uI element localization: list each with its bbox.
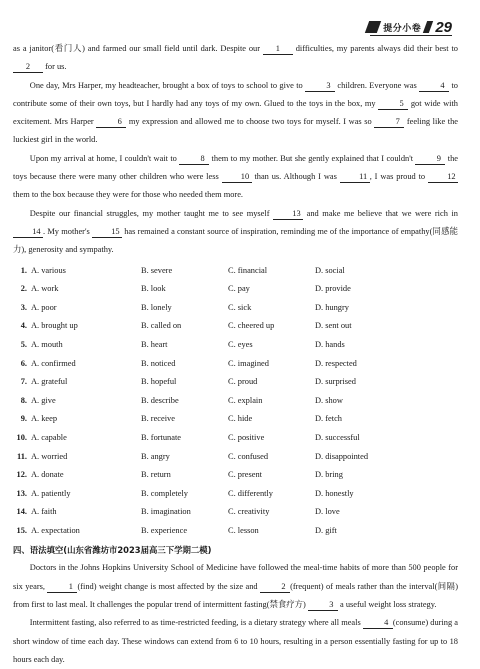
option-a[interactable]: A. capable (31, 432, 67, 442)
answer-blank[interactable]: 5 (378, 99, 408, 110)
option-row (13, 503, 458, 522)
option-row (13, 336, 458, 355)
answer-blank[interactable]: 8 (179, 154, 209, 165)
option-row (13, 448, 458, 467)
header-bar-icon (365, 21, 381, 33)
answer-blank[interactable]: 14 (13, 227, 43, 238)
option-d[interactable]: D. gift (315, 525, 337, 535)
option-b[interactable]: B. completely (141, 488, 188, 498)
option-b[interactable]: B. receive (141, 414, 175, 424)
option-c[interactable]: C. lesson (228, 525, 259, 535)
question-number: 11. (16, 451, 27, 461)
option-d[interactable]: D. social (315, 265, 345, 275)
question-number: 3. (20, 302, 27, 312)
option-c[interactable]: C. proud (228, 377, 258, 387)
option-d[interactable]: D. sent out (315, 321, 352, 331)
option-a[interactable]: A. keep (31, 414, 58, 424)
option-a[interactable]: A. poor (31, 302, 57, 312)
option-c[interactable]: C. financial (228, 265, 268, 275)
question-number: 5. (20, 339, 27, 349)
passage-paragraph (13, 40, 458, 77)
option-row (13, 429, 458, 448)
option-b[interactable]: B. noticed (141, 358, 176, 368)
option-d[interactable]: D. disappointed (315, 451, 369, 461)
question-number: 6. (20, 358, 27, 368)
option-d[interactable]: D. love (315, 507, 340, 517)
answer-blank[interactable]: 9 (415, 154, 445, 165)
option-a[interactable]: A. brought up (31, 321, 78, 331)
passage-paragraph (13, 150, 458, 205)
text-segment: them to the box because they were for those who needed them more. (13, 190, 244, 200)
text-segment: (find) weight change is most affected by the size and (77, 581, 261, 591)
option-a[interactable]: A. work (31, 284, 59, 294)
text-segment: . My mother's (43, 226, 92, 236)
option-a[interactable]: A. confirmed (31, 358, 76, 368)
text-segment: as a janitor(看门人) and farmed our small field until dark. Despite our (13, 44, 263, 53)
option-a[interactable]: A. various (31, 265, 66, 275)
option-b[interactable]: B. describe (141, 395, 179, 405)
section-title: 四、语法填空(山东省潍坊市2023届高三下学期二模) (13, 545, 212, 556)
answer-blank[interactable]: 12 (428, 172, 458, 183)
question-number: 8. (20, 395, 27, 405)
option-a[interactable]: A. mouth (31, 339, 63, 349)
option-b[interactable]: B. return (141, 470, 171, 480)
question-number: 14. (16, 507, 27, 517)
option-b[interactable]: B. hopeful (141, 377, 177, 387)
option-b[interactable]: B. heart (141, 339, 168, 349)
answer-blank[interactable]: 15 (92, 227, 122, 238)
option-a[interactable]: A. give (31, 395, 56, 405)
text-segment: One day, Mrs Harper, my headteacher, brought a box of toys to school to give to (29, 80, 306, 90)
option-row (13, 522, 458, 541)
page-content (13, 40, 458, 669)
question-number: 7. (20, 377, 27, 387)
option-b[interactable]: B. angry (141, 451, 170, 461)
text-segment: difficulties, my parents always did their best to (292, 44, 458, 53)
option-d[interactable]: D. hungry (315, 302, 349, 312)
option-c[interactable]: C. positive (228, 432, 265, 442)
option-row (13, 262, 458, 281)
question-number: 12. (16, 470, 27, 480)
text-segment: Upon my arrival at home, I couldn't wait to (29, 153, 180, 163)
option-c[interactable]: C. eyes (228, 339, 253, 349)
page-number: 29 (435, 18, 452, 36)
question-number: 4. (20, 321, 27, 331)
option-c[interactable]: C. creativity (228, 507, 270, 517)
option-c[interactable]: C. sick (228, 302, 252, 312)
option-a[interactable]: A. grateful (31, 377, 68, 387)
option-b[interactable]: B. experience (141, 525, 188, 535)
answer-blank[interactable]: 1 (47, 582, 77, 593)
answer-blank[interactable]: 7 (374, 117, 404, 128)
answer-blank[interactable]: 13 (273, 209, 303, 220)
question-number: 13. (16, 488, 27, 498)
option-a[interactable]: A. worried (31, 451, 68, 461)
option-row (13, 317, 458, 336)
question-number: 15. (16, 525, 27, 535)
option-c[interactable]: C. differently (228, 488, 273, 498)
text-segment: (frequent) of meals rather than the interval(间隔) from first to last meal. It challenges the popular trend of intermittent fasting(禁食疗方) (13, 581, 459, 610)
text-segment: for us. (43, 62, 67, 72)
text-segment: than us. Although I was (251, 172, 340, 182)
header-bar-icon (423, 21, 433, 33)
passage-paragraph (13, 77, 458, 150)
option-d[interactable]: D. respected (315, 358, 357, 368)
question-number: 9. (20, 414, 27, 424)
option-d[interactable]: D. fetch (315, 414, 342, 424)
text-segment: has remained a constant source of inspiration, reminding me of the importance of empathy(同感能力), generosity and sympathy. (13, 226, 458, 255)
answer-blank[interactable]: 10 (222, 172, 252, 183)
option-c[interactable]: C. pay (228, 284, 250, 294)
text-segment: got wide with excitement. Mrs Harper (13, 98, 458, 127)
option-row (13, 392, 458, 411)
text-segment: them to my mother. But she gently explained that I couldn't (209, 153, 416, 163)
option-row (13, 466, 458, 485)
option-d[interactable]: D. hands (315, 339, 345, 349)
option-c[interactable]: C. cheered up (228, 321, 275, 331)
passage-paragraph (13, 205, 458, 260)
text-segment: my expression and allowed me to choose two toys for myself. I was so (126, 117, 375, 127)
answer-blank[interactable]: 1 (263, 44, 293, 55)
option-d[interactable]: D. successful (315, 432, 360, 442)
text-segment: Despite our financial struggles, my mother taught me to see myself (29, 208, 274, 218)
answer-blank[interactable]: 3 (305, 81, 335, 92)
option-row (13, 410, 458, 429)
text-segment: feeling like the luckiest girl in the world. (13, 117, 458, 145)
question-number: 2. (20, 284, 27, 294)
text-segment: Intermittent fasting, also referred to as time-restricted feeding, is a dietary strategy where all meals (29, 618, 363, 628)
answer-blank[interactable]: 3 (308, 600, 338, 611)
text-segment: , I was proud to (369, 172, 428, 182)
answer-blank[interactable]: 4 (419, 81, 449, 92)
option-d[interactable]: D. show (315, 395, 343, 405)
option-row (13, 373, 458, 392)
question-number: 1. (20, 265, 27, 275)
grammar-paragraph (13, 614, 458, 669)
text-segment: children. Everyone was (335, 80, 420, 90)
option-row (13, 280, 458, 299)
text-segment: (consume) during a short window of time each day. These windows can extend from 6 to 10 hours, resulting in a person essentially fasting for up to 18 hours each day. (13, 618, 458, 664)
option-b[interactable]: B. fortunate (141, 432, 182, 442)
answer-blank[interactable]: 11 (340, 172, 370, 183)
option-c[interactable]: C. present (228, 470, 262, 480)
option-a[interactable]: A. faith (31, 507, 57, 517)
text-segment: and make me believe that we were rich in (303, 208, 458, 218)
option-c[interactable]: C. hide (228, 414, 253, 424)
option-a[interactable]: A. expectation (31, 525, 80, 535)
text-segment: the toys because there were many other children who were less (13, 153, 459, 182)
option-d[interactable]: D. provide (315, 284, 351, 294)
option-d[interactable]: D. surprised (315, 377, 356, 387)
option-c[interactable]: C. confused (228, 451, 269, 461)
option-row (13, 355, 458, 374)
options-list (13, 262, 458, 541)
option-b[interactable]: B. severe (141, 265, 173, 275)
option-d[interactable]: D. bring (315, 470, 343, 480)
option-b[interactable]: B. called on (141, 321, 182, 331)
text-segment: Doctors in the Johns Hopkins University School of Medicine have followed the meal-time habits of more than 500 people for six years, (13, 563, 458, 591)
option-d[interactable]: D. honestly (315, 488, 354, 498)
option-a[interactable]: A. patiently (31, 488, 71, 498)
question-number: 10. (16, 432, 27, 442)
answer-blank[interactable]: 6 (96, 117, 126, 128)
option-b[interactable]: B. look (141, 284, 166, 294)
option-row (13, 299, 458, 318)
answer-blank[interactable]: 4 (363, 618, 393, 629)
option-c[interactable]: C. imagined (228, 358, 269, 368)
option-b[interactable]: B. lonely (141, 302, 172, 312)
header-rule (370, 35, 452, 36)
answer-blank[interactable]: 2 (13, 62, 43, 73)
option-b[interactable]: B. imagination (141, 507, 191, 517)
grammar-paragraph (13, 559, 458, 614)
option-a[interactable]: A. donate (31, 470, 64, 480)
option-row (13, 485, 458, 504)
answer-blank[interactable]: 2 (260, 582, 290, 593)
option-c[interactable]: C. explain (228, 395, 263, 405)
text-segment: a useful weight loss strategy. (337, 600, 437, 610)
text-segment: to contribute some of their own toys, but I hardly had any toys of my own. Glued to the toys in the box, my (13, 80, 458, 108)
header-label: 提分小卷 (383, 23, 422, 34)
